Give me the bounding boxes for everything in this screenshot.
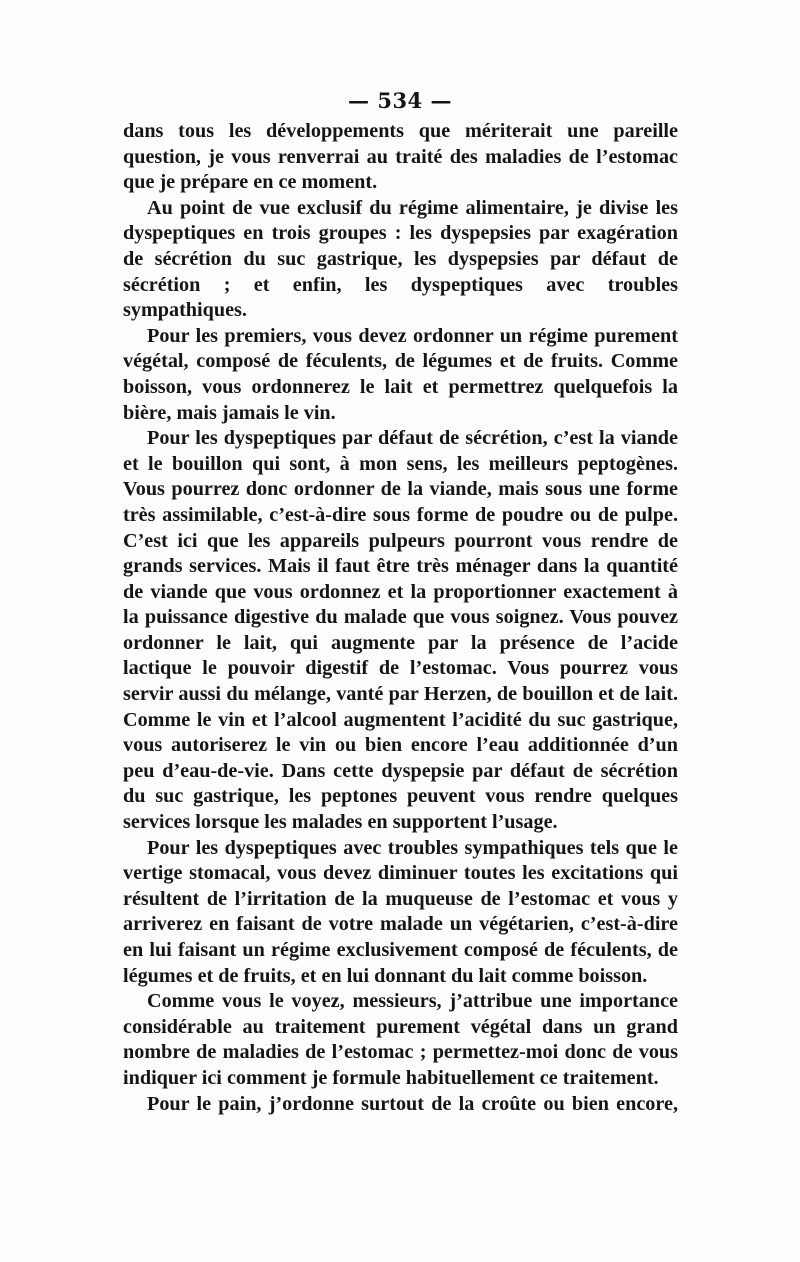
paragraph-secretion-deficit: Pour les dyspeptiques par défaut de sécrétion, c’est la viande et le bouillon qui sont, à mon sens, les meilleurs peptogènes. Vous pourrez donc ordonner de la viande, mais sous une forme très assimilable, c’est-à-dire sous forme de poudre ou de pulpe. C’est ici que les appareils pulpeurs pourront vous rendre de grands services. Mais il faut être très ménager dans la quantité de viande que vous ordonnez et la proportionner exactement à la puissance digestive du malade que vous soignez. Vous pouvez ordonner le lait, qui augmente par la présence de l’acide lactique le pouvoir digestif de l’estomac. Vous pourrez vous servir aussi du mélange, vanté par Herzen, de bouillon et de lait. Comme le vin et l’alcool augmentent l’acidité du suc gastrique, vous autoriserez le vin ou bien encore l’eau additionnée d’un peu d’eau-de-vie. Dans cette dyspepsie par défaut de sécrétion du suc gastrique, les peptones peuvent vous rendre quelques services lorsque les malades en supportent l’usage. bbox=[123, 427, 678, 834]
page-number: — 534 — bbox=[348, 88, 452, 113]
paragraph-diet-groups: Au point de vue exclusif du régime alimentaire, je divise les dyspeptiques en trois groupes : les dyspepsies par exagération de sécrétion du suc gastrique, les dyspepsies par défaut de sécrétion ; et enfin, les dyspeptiques avec troubles sympathiques. bbox=[123, 196, 678, 322]
paragraph-vegetal-treatment: Comme vous le voyez, messieurs, j’attribue une importance considérable au traitement purement végétal dans un grand nombre de maladies de l’estomac ; permettez-moi donc de vous indiquer ici comment je formule habituellement ce traitement. bbox=[123, 990, 678, 1089]
paragraph-first-group: Pour les premiers, vous devez ordonner un régime purement végétal, composé de féculents, de légumes et de fruits. Comme boisson, vous ordonnerez le lait et permettrez quelquefois la bière, mais jamais le vin. bbox=[123, 324, 678, 424]
body-text bbox=[123, 119, 678, 1117]
paragraph-bread: Pour le pain, j’ordonne surtout de la croûte ou bien encore, bbox=[147, 1092, 678, 1115]
paragraph-sympathetic-troubles: Pour les dyspeptiques avec troubles sympathiques tels que le vertige stomacal, vous devez diminuer toutes les excitations qui résultent de l’irritation de la muqueuse de l’estomac et vous y arriverez en faisant de votre malade un végétarien, c’est-à-dire en lui faisant un régime exclusivement composé de féculents, de légumes et de fruits, et en lui donnant du lait comme boisson. bbox=[123, 836, 678, 987]
paragraph-continuation: dans tous les développements que mériterait une pareille question, je vous renverrai au traité des maladies de l’estomac que je prépare en ce moment. bbox=[123, 120, 678, 194]
